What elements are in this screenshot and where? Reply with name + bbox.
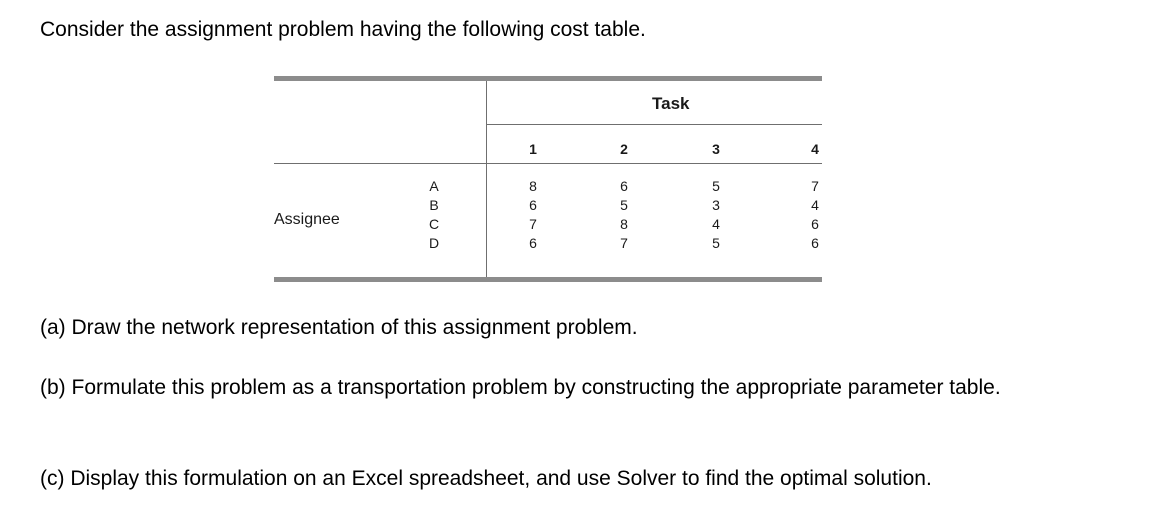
task-column-2: 2 — [620, 141, 628, 157]
cost-cell-c1: 7 — [529, 216, 537, 232]
cost-column-3 — [706, 177, 726, 253]
row-label-a: A — [429, 178, 439, 194]
problem-intro: Consider the assignment problem having the following cost table. — [40, 18, 646, 41]
table-vertical-divider — [486, 81, 487, 277]
cost-cell-d4: 6 — [811, 235, 819, 251]
cost-column-1 — [523, 177, 543, 253]
question-c: (c) Display this formulation on an Excel spreadsheet, and use Solver to find the optimal solution. — [40, 467, 932, 490]
task-header-rule — [486, 124, 822, 125]
cost-cell-a1: 8 — [529, 178, 537, 194]
cost-cell-d3: 5 — [712, 235, 720, 251]
cost-cell-b1: 6 — [529, 197, 537, 213]
question-b: (b) Formulate this problem as a transportation problem by constructing the appropriate parameter table. — [40, 376, 1001, 399]
cost-cell-c2: 8 — [620, 216, 628, 232]
cost-column-2 — [614, 177, 634, 253]
task-column-4: 4 — [811, 141, 819, 157]
row-label-c: C — [428, 216, 440, 232]
assignee-row-labels — [424, 177, 444, 253]
cost-column-4 — [805, 177, 825, 253]
cost-cell-a4: 7 — [811, 178, 819, 194]
column-header-rule — [274, 163, 822, 164]
table-bottom-rule — [274, 277, 822, 282]
cost-table — [274, 76, 822, 282]
cost-cell-c3: 4 — [712, 216, 720, 232]
cost-cell-a2: 6 — [620, 178, 628, 194]
row-label-b: B — [429, 197, 439, 213]
table-top-rule — [274, 76, 822, 81]
task-header: Task — [652, 94, 690, 113]
cost-cell-d2: 7 — [620, 235, 628, 251]
question-a: (a) Draw the network representation of this assignment problem. — [40, 316, 638, 339]
cost-cell-b4: 4 — [811, 197, 819, 213]
task-column-1: 1 — [529, 141, 537, 157]
cost-cell-a3: 5 — [712, 178, 720, 194]
row-label-d: D — [428, 235, 440, 251]
cost-cell-c4: 6 — [811, 216, 819, 232]
cost-cell-b2: 5 — [620, 197, 628, 213]
assignee-label: Assignee — [274, 211, 340, 228]
cost-cell-d1: 6 — [529, 235, 537, 251]
cost-cell-b3: 3 — [712, 197, 720, 213]
task-column-3: 3 — [712, 141, 720, 157]
